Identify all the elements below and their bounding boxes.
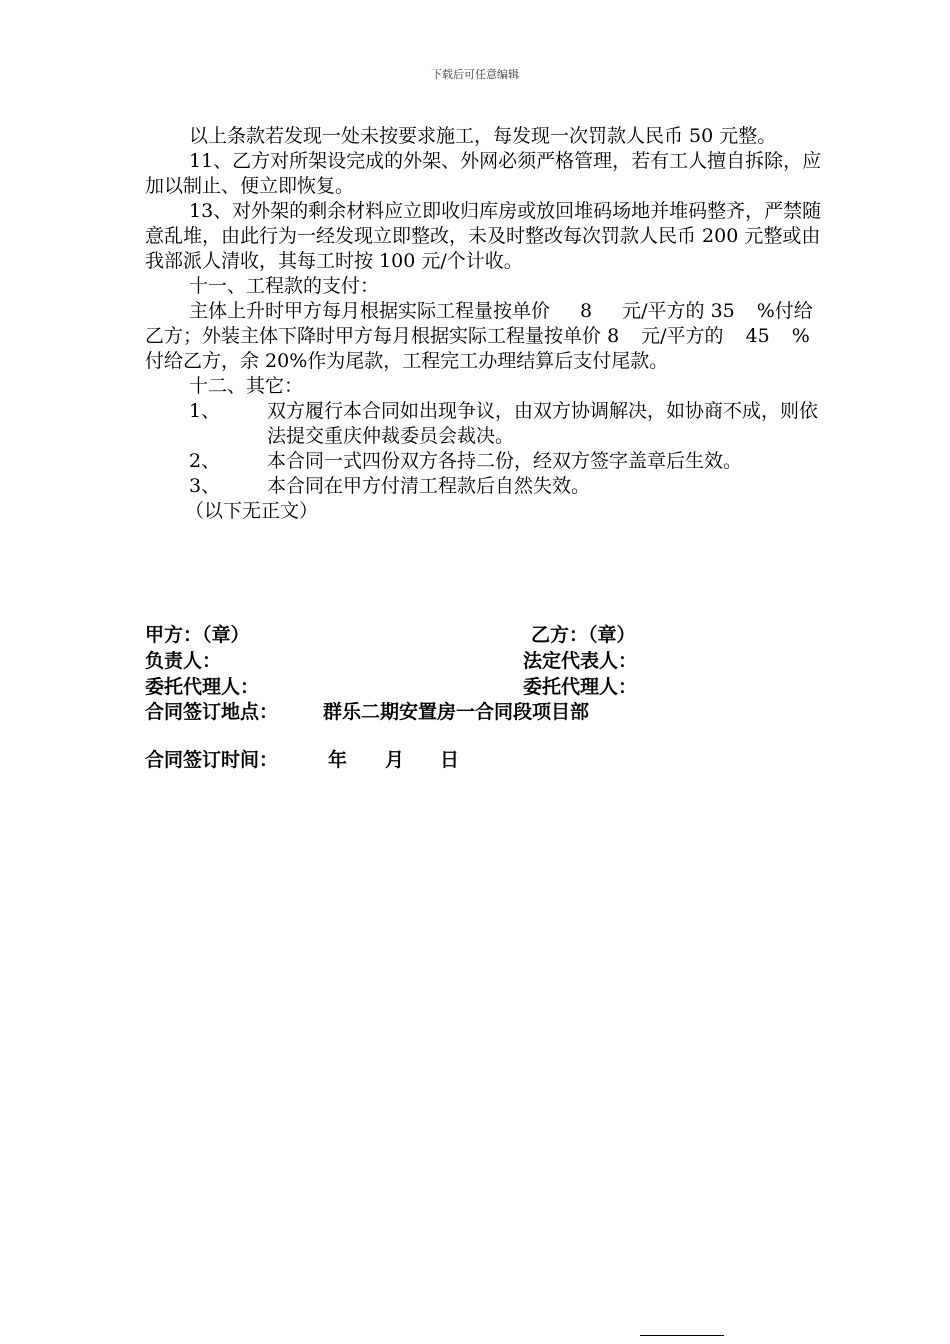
section-11-heading: 十一、工程款的支付： — [189, 275, 380, 297]
payment-unit-price-1: 8 — [580, 300, 593, 322]
signing-place-label: 合同签订地点： — [145, 701, 279, 723]
item-number: 2、 — [189, 450, 221, 472]
list-item — [145, 399, 825, 449]
payment-percent-2: 45 — [745, 325, 770, 347]
item-text: 双方履行本合同如出现争议，由双方协调解决，如协商不成，则依法提交重庆仲裁委员会裁决。 — [267, 400, 819, 447]
signature-row-parties — [145, 622, 825, 648]
clause-13: 13、对外架的剩余材料应立即收归库房或放回堆码场地并堆码整齐，严禁随意乱堆，由此行为一经发现立即整改，未及时整改每次罚款人民币 200 元整或由我部派人清收，其每工时按 100 元/个计收。 — [145, 200, 822, 272]
clause-penalty: 以上条款若发现一处未按要求施工，每发现一次罚款人民币 50 元整。 — [189, 125, 777, 147]
list-item — [145, 474, 825, 499]
end-of-text: （以下无正文） — [185, 500, 319, 522]
signing-time-label: 合同签订时间： — [145, 749, 279, 771]
item-text: 本合同在甲方付清工程款后自然失效。 — [267, 475, 591, 497]
month-label: 月 — [385, 749, 405, 771]
item-number: 3、 — [189, 475, 221, 497]
section-12-heading: 十二、其它： — [189, 375, 304, 397]
signing-place-row — [145, 699, 825, 725]
payment-text-b: 元/平方的 — [622, 300, 705, 322]
item-number: 1、 — [189, 400, 221, 422]
payment-unit-price-2: 8 — [607, 325, 620, 347]
party-b-seal: 乙方：（章） — [531, 624, 636, 646]
contract-body — [145, 124, 825, 524]
signing-place-value: 群乐二期安置房一合同段项目部 — [323, 701, 590, 723]
list-item — [145, 449, 825, 474]
year-label: 年 — [328, 749, 348, 771]
legal-representative-label: 法定代表人： — [523, 650, 638, 672]
payment-text-a: 主体上升时甲方每月根据实际工程量按单价 — [189, 300, 551, 322]
item-text: 本合同一式四份双方各持二份，经双方签字盖章后生效。 — [267, 450, 743, 472]
day-label: 日 — [440, 749, 460, 771]
signature-row-agents — [145, 674, 825, 700]
payment-percent-1: 35 — [710, 300, 735, 322]
payment-text-d: 元/平方的 — [641, 325, 724, 347]
agent-b-label: 委托代理人： — [523, 676, 638, 698]
signing-time-row — [145, 747, 825, 773]
footer-rule — [640, 1335, 724, 1336]
payment-text-e: %付给乙方，余 20%作为尾款，工程完工办理结算后支付尾款。 — [145, 325, 810, 372]
agent-a-label: 委托代理人： — [145, 676, 260, 698]
party-a-seal: 甲方：（章） — [145, 624, 250, 646]
payment-clause — [145, 299, 825, 374]
responsible-person-label: 负责人： — [145, 650, 222, 672]
clause-11: 11、乙方对所架设完成的外架、外网必须严格管理，若有工人擅自拆除，应加以制止、便立即恢复。 — [145, 150, 822, 197]
payment-text-c: %付给乙方；外装主体下降时甲方每月根据实际工程量按单价 — [145, 300, 813, 347]
page-header: 下载后可任意编辑 — [431, 68, 519, 81]
signature-row-representatives — [145, 648, 825, 674]
